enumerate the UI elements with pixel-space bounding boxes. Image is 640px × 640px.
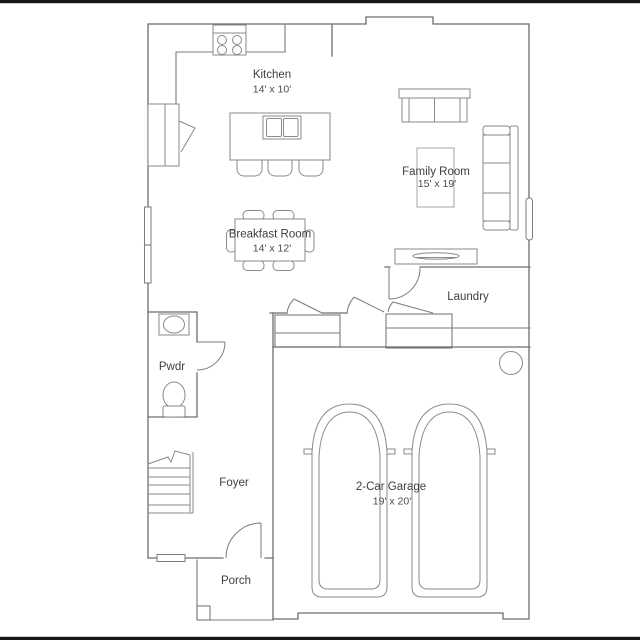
bar-stool-icon (268, 160, 292, 176)
car-mirror (487, 449, 495, 454)
dining-chair-icon (273, 261, 294, 271)
interior-walls (148, 24, 530, 417)
garage-dimensions: 19' x 20' (372, 495, 412, 508)
water-heater-icon (500, 352, 523, 375)
breakfast-room-dimensions: 14' x 12' (252, 242, 292, 255)
car-mirror (304, 449, 312, 454)
family-room-label: Family Room (402, 166, 470, 178)
closet-door-swing-icon (347, 297, 384, 313)
laundry-label: Laundry (447, 291, 489, 303)
refrigerator-icon (148, 104, 195, 166)
porch-edge (197, 560, 273, 620)
foyer-label: Foyer (219, 477, 249, 489)
breakfast-fixtures (227, 211, 315, 271)
car-mirror (387, 449, 395, 454)
bar-stool-icon (237, 160, 262, 176)
kitchen-label: Kitchen (252, 69, 292, 81)
family-room-dimensions: 15' x 19' (417, 178, 457, 190)
dining-chair-icon (243, 261, 264, 271)
garage-fixtures (304, 352, 523, 598)
garage-label: 2-Car Garage (355, 481, 427, 493)
breakfast-room-label: Breakfast Room (228, 228, 312, 241)
foyer-window-icon (157, 555, 185, 562)
hall-door-swing-icon (287, 299, 322, 313)
doors (197, 268, 433, 558)
family-room-window-icon (526, 198, 533, 240)
exterior-wall-outline (148, 17, 529, 619)
kitchen-dimensions: 14' x 10' (252, 83, 292, 96)
closet-icon (275, 315, 340, 347)
powder-room-label: Pwdr (158, 361, 186, 373)
exterior-walls (148, 17, 529, 620)
chaise-sofa-icon (483, 126, 518, 230)
media-console-icon (395, 249, 477, 264)
letterbox-top-bar (0, 0, 640, 3)
staircase-icon (148, 451, 193, 513)
toilet-icon (163, 382, 185, 417)
front-door-swing-icon (226, 523, 261, 558)
powder-sink-icon (159, 314, 189, 335)
range-stove-icon (213, 25, 246, 55)
powder-door-swing-icon (197, 342, 225, 370)
car-icon (404, 404, 495, 597)
garage-step-icon (386, 314, 452, 348)
laundry-door-swing-icon (389, 268, 420, 299)
garage-entry-door-swing-icon (388, 302, 433, 313)
car-mirror (404, 449, 412, 454)
kitchen-island-icon (230, 113, 330, 176)
porch-outline (197, 560, 273, 620)
kitchen-fixtures (148, 25, 330, 176)
porch-column-icon (197, 606, 210, 620)
sofa-icon (399, 89, 470, 122)
stair-break-line (148, 451, 190, 464)
bar-stool-icon (299, 160, 323, 176)
porch-label: Porch (220, 575, 252, 587)
